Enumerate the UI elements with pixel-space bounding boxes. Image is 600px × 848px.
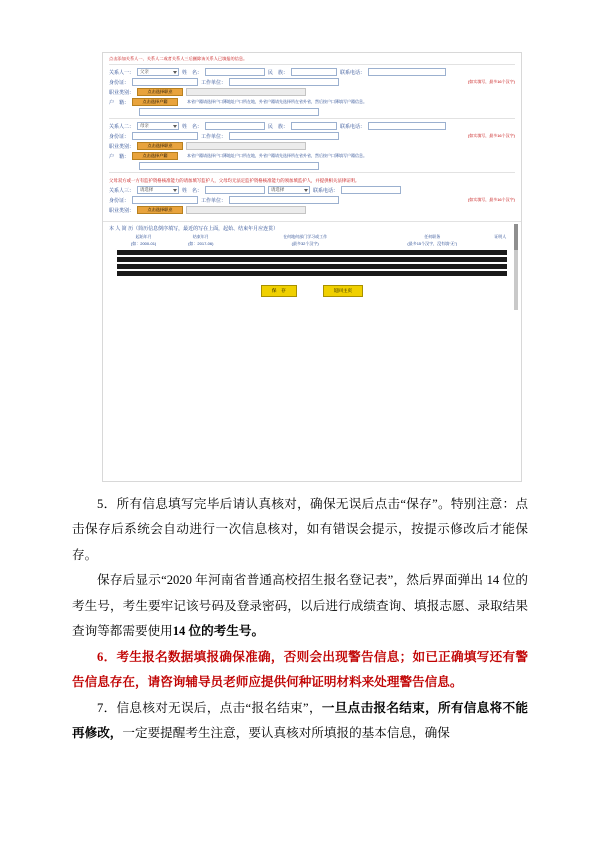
guardian-warning: 父母双方或一方有监护资格核准能力的请加填写监护人，父母均无法定监护资格核准能力的须加填监护人，并提供相关法律证明。 (109, 178, 360, 184)
relation3-name-label: 姓 名： (182, 187, 203, 194)
scrollbar-thumb[interactable] (514, 224, 518, 250)
relation1-id-input[interactable] (132, 78, 198, 86)
paragraph-5b (72, 568, 528, 644)
back-home-button[interactable]: 返回主页 (323, 285, 363, 297)
scrollbar[interactable] (514, 224, 518, 310)
save-button[interactable]: 保 存 (261, 285, 297, 297)
col-ref-example (485, 241, 515, 247)
relation3-label: 关系人三： (109, 187, 135, 194)
table-row[interactable] (117, 257, 507, 262)
relation2-nation-label: 民 族： (268, 123, 289, 130)
relation1-hukou-input[interactable] (139, 108, 319, 116)
relation3-job-label: 职业类别： (109, 207, 135, 214)
self-resume-title: 本 人 简 历（简历信息倒序填写，最近的写在上面，起始、结束年月应连贯） (109, 226, 279, 233)
relation3-select[interactable]: 请选择 (137, 186, 179, 194)
divider-3 (109, 172, 515, 173)
col-duty: 任何职务 (424, 234, 441, 240)
col-ref: 证明人 (494, 234, 507, 240)
col-start-example: (如：2000-01) (130, 241, 157, 247)
paragraph-7-text1: 7．信息核对无误后，点击“报名结束”， (97, 700, 322, 715)
form-screenshot (102, 52, 522, 482)
relation3-phone-label: 联系电话： (313, 187, 339, 194)
relation3-nation-select[interactable]: 请选择 (268, 186, 310, 194)
relation2-row5 (103, 161, 521, 171)
col-end-example: (如：2017-06) (188, 241, 214, 247)
relation2-name-input[interactable] (205, 122, 265, 130)
relation2-id-hint: (如实填写，最多16个汉字) (467, 133, 515, 139)
relation3-name-input[interactable] (205, 186, 265, 194)
relation1-select[interactable]: 父亲 (137, 68, 179, 76)
relation2-hukou-note: 本省户籍请选择户口簿地址户口所在地，外省户籍请先选择所在省外省，然后按户口簿填写户籍信息。 (187, 153, 368, 159)
figure-top-note: 点击添加关系人一、关系人二或者关系人三后删除该关系人已填报的信息。 (109, 56, 248, 61)
col-duty-example: (最多15个汉字，没有填“无”) (407, 241, 458, 247)
paragraph-5: 5．所有信息填写完毕后请认真核对，确保无误后点击“保存”。特别注意：点击保存后系统会自动进行一次信息核对，如有错误会提示，按提示修改后才能保存。 (72, 497, 528, 562)
col-org-example: (最多32个汉字) (291, 241, 319, 247)
relation3-id-label: 身份证： (109, 197, 130, 204)
paragraph-6: 6．考生报名数据填报确保准确，否则会出现警告信息；如已正确填写还有警告信息存在，请咨询辅导员老师应提供何种证明材料来处理警告信息。 (72, 649, 528, 690)
relation2-hukou-label: 户 籍： (109, 153, 130, 160)
relation2-select[interactable]: 母亲 (137, 122, 179, 130)
relation1-phone-input[interactable] (368, 68, 446, 76)
relation1-job-display (186, 88, 306, 96)
relation1-job-button[interactable]: 点击选择职业 (137, 88, 183, 96)
relation2-job-display (186, 142, 306, 150)
relation1-label: 关系人一： (109, 69, 135, 76)
paragraph-5b-bold: 14 位的考生号。 (172, 624, 265, 639)
form-action-buttons (103, 285, 521, 301)
table-row[interactable] (117, 271, 507, 276)
relation3-row2 (103, 195, 521, 205)
relation3-work-label: 工作单位： (201, 197, 227, 204)
relation2-phone-label: 联系电话： (340, 123, 366, 130)
relation1-row4 (103, 97, 521, 107)
col-start: 起始年月 (135, 234, 152, 240)
relation1-nation-input[interactable] (291, 68, 337, 76)
relation2-row2 (103, 131, 521, 141)
relation3-work-input[interactable] (229, 196, 339, 204)
relation2-row3 (103, 141, 521, 151)
relation2-hukou-button[interactable]: 点击选择户籍 (132, 152, 178, 160)
relation2-nation-input[interactable] (291, 122, 337, 130)
relation2-hukou-input[interactable] (139, 162, 319, 170)
relation1-name-label: 姓 名： (182, 69, 203, 76)
relation2-work-label: 工作单位： (201, 133, 227, 140)
relation2-label: 关系人二： (109, 123, 135, 130)
relation3-id-hint: (如实填写，最多16个汉字) (467, 197, 515, 203)
table-row[interactable] (117, 264, 507, 269)
relation2-name-label: 姓 名： (182, 123, 203, 130)
relation3-job-display (186, 206, 306, 214)
relation1-phone-label: 联系电话： (340, 69, 366, 76)
table-row[interactable] (117, 250, 507, 255)
relation1-hukou-label: 户 籍： (109, 99, 130, 106)
relation2-row1 (103, 121, 521, 131)
divider (109, 64, 515, 65)
paragraph-7-text2: 一定要提醒考生注意，要认真核对所填报的基本信息，确保 (122, 725, 450, 740)
relation1-id-hint: (如实填写，最多16个汉字) (467, 79, 515, 85)
relation1-row5 (103, 107, 521, 117)
relation1-row2 (103, 77, 521, 87)
relation3-id-input[interactable] (132, 196, 198, 204)
relation1-nation-label: 民 族： (268, 69, 289, 76)
self-resume-section (103, 221, 521, 301)
relation1-hukou-note: 本省户籍请选择户口簿地址户口所在地，外省户籍请先选择所在省外省，然后按户口簿填写户籍信息。 (187, 99, 368, 105)
relation1-work-label: 工作单位： (201, 79, 227, 86)
relation1-work-input[interactable] (229, 78, 339, 86)
document-body (72, 492, 528, 746)
col-org: 在何地何部门学习或工作 (283, 234, 328, 240)
self-resume-subheader (103, 241, 521, 248)
relation1-hukou-button[interactable]: 点击选择户籍 (132, 98, 178, 106)
relation1-id-label: 身份证： (109, 79, 130, 86)
col-end: 结束年月 (192, 234, 209, 240)
divider-2 (109, 118, 515, 119)
relation2-row4 (103, 151, 521, 161)
relation3-phone-input[interactable] (341, 186, 401, 194)
relation1-job-label: 职业类别： (109, 89, 135, 96)
relation2-job-button[interactable]: 点击选择职业 (137, 142, 183, 150)
relation2-work-input[interactable] (229, 132, 339, 140)
relation1-row1 (103, 67, 521, 77)
paragraph-7-bold: 一旦点击报名结束，所有信息将不能再修改， (72, 700, 528, 740)
relation3-job-button[interactable]: 点击选择职业 (137, 206, 183, 214)
relation1-name-input[interactable] (205, 68, 265, 76)
relation2-phone-input[interactable] (368, 122, 446, 130)
relation3-row3 (103, 205, 521, 215)
relation1-row3 (103, 87, 521, 97)
relation2-id-label: 身份证： (109, 133, 130, 140)
paragraph-7 (72, 696, 528, 747)
paragraph-5b-text: 保存后显示“2020 年河南省普通高校招生报名登记表”，然后界面弹出 14 位的考生号，考生要牢记该号码及登录密码，以后进行成绩查询、填报志愿、录取结果查询等都需要使用 (72, 573, 528, 639)
relation2-job-label: 职业类别： (109, 143, 135, 150)
resume-rows (103, 248, 521, 280)
relation2-id-input[interactable] (132, 132, 198, 140)
relation3-row1 (103, 185, 521, 195)
